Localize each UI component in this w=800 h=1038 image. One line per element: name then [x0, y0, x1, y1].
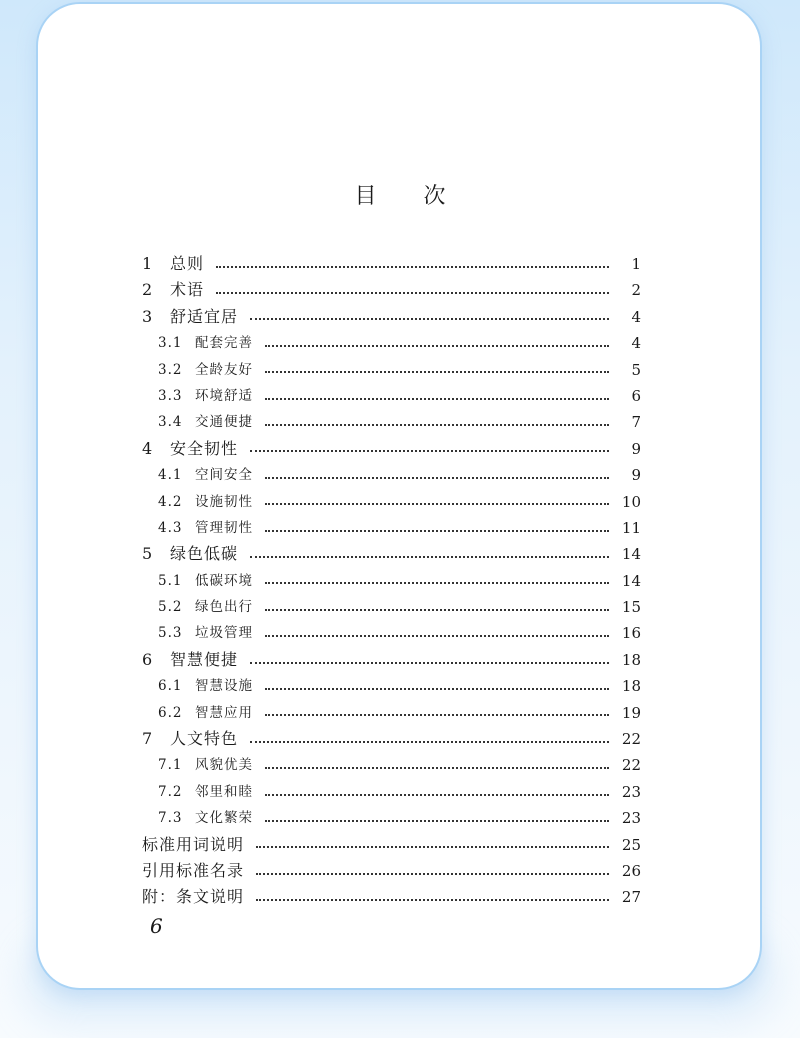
toc-entry-number: 7.3 [158, 810, 183, 827]
toc-entry[interactable] [142, 436, 641, 462]
toc-dot-leader [265, 687, 609, 690]
toc-entry-number: 7.1 [158, 757, 183, 774]
toc-entry-number: 3.3 [158, 387, 183, 404]
toc-entry[interactable] [142, 620, 641, 646]
toc-entry-number: 3.2 [158, 361, 183, 378]
toc-entry-page: 22 [621, 756, 641, 775]
toc-entry[interactable] [142, 515, 641, 541]
toc-entry-page: 11 [621, 518, 641, 537]
toc-dot-leader [256, 872, 609, 875]
toc-entry-number: 5.1 [158, 572, 183, 589]
toc-entry-number: 6.1 [158, 678, 183, 695]
toc-entry[interactable] [142, 752, 641, 778]
toc-entry-number: 5 [142, 544, 153, 564]
toc-dot-leader [265, 793, 609, 796]
toc-entry-number: 4.2 [158, 493, 183, 510]
table-of-contents [142, 251, 641, 911]
toc-entry-number: 6.2 [158, 704, 183, 721]
toc-entry-page: 1 [631, 255, 641, 273]
toc-dot-leader [250, 555, 609, 558]
toc-entry-page: 19 [621, 703, 641, 722]
toc-entry[interactable] [142, 462, 641, 488]
toc-dot-leader [250, 740, 609, 743]
toc-entry[interactable] [142, 805, 641, 831]
toc-entry-page: 9 [631, 439, 641, 458]
toc-entry-label: 空间安全 [195, 467, 253, 484]
toc-entry-label: 邻里和睦 [195, 783, 253, 800]
toc-entry-page: 4 [631, 334, 641, 353]
toc-entry-label: 术语 [170, 280, 205, 300]
toc-entry[interactable] [142, 647, 641, 673]
toc-entry-number: 3.1 [158, 335, 183, 352]
toc-entry[interactable] [142, 726, 641, 752]
toc-dot-leader [265, 766, 609, 769]
toc-dot-leader [250, 661, 609, 664]
toc-entry[interactable] [142, 330, 641, 356]
toc-entry-label: 全龄友好 [195, 361, 253, 378]
toc-entry-number: 7 [142, 729, 153, 749]
toc-entry[interactable] [142, 251, 641, 277]
toc-entry-label: 环境舒适 [195, 387, 253, 404]
toc-entry-label: 配套完善 [195, 335, 253, 352]
toc-entry-page: 2 [631, 281, 641, 300]
toc-entry-label: 智慧便捷 [170, 649, 239, 669]
toc-entry-page: 18 [621, 677, 641, 696]
toc-entry[interactable] [142, 568, 641, 594]
toc-entry-label: 标准用词说明 [142, 834, 245, 854]
page-title [0, 183, 800, 211]
toc-entry[interactable] [142, 884, 641, 910]
toc-entry-page: 16 [621, 624, 641, 643]
toc-dot-leader [265, 529, 609, 532]
toc-dot-leader [250, 317, 609, 320]
toc-entry-label: 附：条文说明 [142, 887, 245, 907]
toc-entry[interactable] [142, 489, 641, 515]
toc-entry[interactable] [142, 832, 641, 858]
toc-entry-number: 4.1 [158, 467, 183, 484]
footer-page-number: 6 [150, 914, 163, 938]
toc-dot-leader [216, 265, 609, 268]
toc-entry-page: 25 [621, 835, 641, 854]
toc-entry-number: 4.3 [158, 519, 183, 536]
toc-entry[interactable] [142, 357, 641, 383]
toc-entry-page: 27 [621, 888, 641, 907]
toc-entry[interactable] [142, 383, 641, 409]
toc-dot-leader [265, 713, 609, 716]
toc-entry-number: 2 [142, 280, 153, 300]
toc-entry[interactable] [142, 594, 641, 620]
toc-entry-label: 交通便捷 [195, 414, 253, 431]
toc-entry[interactable] [142, 409, 641, 435]
toc-dot-leader [265, 608, 609, 611]
toc-entry-label: 绿色出行 [195, 599, 253, 616]
toc-entry-page: 14 [621, 545, 641, 564]
toc-entry-page: 10 [621, 492, 641, 511]
page-title-char-1: 目 [354, 184, 377, 209]
toc-dot-leader [216, 291, 609, 294]
toc-entry-label: 人文特色 [170, 729, 239, 749]
toc-dot-leader [265, 476, 609, 479]
toc-entry-page: 26 [621, 861, 641, 880]
toc-entry-page: 6 [631, 386, 641, 405]
toc-dot-leader [265, 423, 609, 426]
toc-entry-page: 9 [631, 466, 641, 485]
toc-dot-leader [265, 370, 609, 373]
toc-entry-page: 14 [621, 571, 641, 590]
toc-dot-leader [256, 898, 609, 901]
toc-dot-leader [265, 397, 609, 400]
toc-entry-label: 文化繁荣 [195, 810, 253, 827]
toc-entry-label: 管理韧性 [195, 519, 253, 536]
toc-entry[interactable] [142, 858, 641, 884]
toc-entry-page: 5 [631, 360, 641, 379]
toc-entry-page: 23 [621, 782, 641, 801]
toc-entry-label: 安全韧性 [170, 438, 239, 458]
toc-entry-label: 智慧设施 [195, 678, 253, 695]
toc-dot-leader [256, 845, 609, 848]
toc-entry-page: 15 [621, 598, 641, 617]
toc-entry[interactable] [142, 277, 641, 303]
toc-dot-leader [265, 344, 609, 347]
toc-entry-label: 智慧应用 [195, 704, 253, 721]
toc-entry-label: 垃圾管理 [195, 625, 253, 642]
toc-entry-page: 18 [621, 650, 641, 669]
toc-entry[interactable] [142, 673, 641, 699]
toc-entry-page: 22 [621, 730, 641, 749]
toc-dot-leader [265, 581, 609, 584]
toc-entry-label: 低碳环境 [195, 572, 253, 589]
toc-entry[interactable] [142, 700, 641, 726]
toc-dot-leader [250, 449, 609, 452]
toc-dot-leader [265, 634, 609, 637]
toc-dot-leader [265, 502, 609, 505]
toc-entry-label: 绿色低碳 [170, 544, 239, 564]
toc-entry[interactable] [142, 304, 641, 330]
toc-entry-label: 舒适宜居 [170, 306, 239, 326]
toc-entry-page: 7 [631, 413, 641, 432]
toc-entry-number: 5.3 [158, 625, 183, 642]
toc-entry-number: 7.2 [158, 783, 183, 800]
toc-entry-label: 总则 [170, 254, 205, 273]
toc-entry-number: 4 [142, 438, 153, 458]
toc-entry-number: 3.4 [158, 414, 183, 431]
toc-entry-number: 1 [142, 254, 153, 273]
toc-entry[interactable] [142, 541, 641, 567]
toc-entry-number: 3 [142, 306, 153, 326]
toc-entry[interactable] [142, 779, 641, 805]
toc-entry-label: 引用标准名录 [142, 860, 245, 880]
toc-entry-label: 风貌优美 [195, 757, 253, 774]
toc-entry-page: 4 [631, 307, 641, 326]
page-title-char-2: 次 [423, 184, 446, 209]
toc-entry-number: 5.2 [158, 599, 183, 616]
toc-entry-number: 6 [142, 649, 153, 669]
toc-entry-page: 23 [621, 809, 641, 828]
toc-dot-leader [265, 819, 609, 822]
toc-entry-label: 设施韧性 [195, 493, 253, 510]
